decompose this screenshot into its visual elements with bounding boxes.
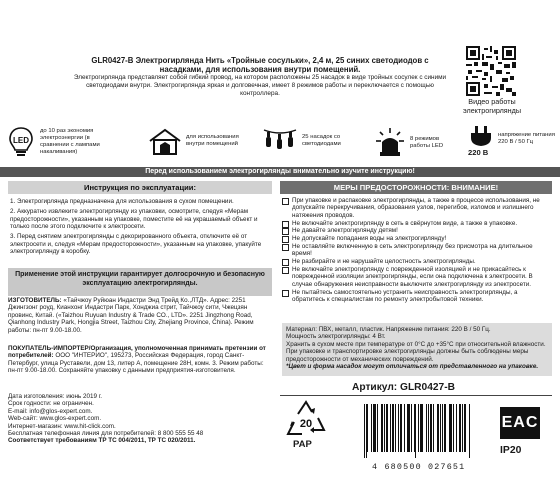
precaution-item: Не оставляйте включенную в сеть электрогирлянду без присмотра на длительное время! bbox=[282, 243, 546, 258]
shop-text[interactable]: Интернет-магазин: www.hit-click.com. bbox=[8, 422, 116, 430]
precaution-item: Не давайте электрогирлянду детям! bbox=[282, 227, 546, 234]
barcode-bar bbox=[469, 404, 470, 458]
eac-mark: EAC bbox=[500, 407, 540, 439]
manufacturer-text: «Тайчжоу Руйюан Индастри Энд Трейд Ко.,ЛТД». Адрес: 2251 Джингзонг роуд, Кианхонг Индастри Парк, Хонджиа стрит, Тайчжоу сити, Чжецзян провинс, Китай. («Taizhou Ruyuan Industry & Trade CO., LTD». 2251 Jingzhong Road, Qianhong Industry Park, Hongjia Street, Taizhou City, Zhejiang Province, China). Режим работы: пн-пт 9.00-18.00. bbox=[8, 297, 254, 334]
feature-modes-label: 8 режимов работы LED bbox=[410, 136, 444, 150]
barcode-bar bbox=[409, 404, 410, 452]
email-text[interactable]: E-mail: info@glos-expert.com. bbox=[8, 407, 93, 415]
precaution-item: Не допускайте попадания воды на электрогирлянду! bbox=[282, 235, 546, 242]
barcode-bar bbox=[428, 404, 429, 452]
barcode-bar bbox=[375, 404, 376, 452]
barcode-bar bbox=[422, 404, 423, 452]
barcode-bar bbox=[364, 404, 365, 458]
standards-text: Соответствует требованиям ТР ТС 004/2011, ТР ТС 020/2011. bbox=[8, 437, 196, 445]
importer-label: ПОКУПАТЕЛЬ-ИМПОРТЕР/Организация, уполномоченная принимать претензии от потребителей: bbox=[8, 345, 266, 360]
website-text[interactable]: Web-сайт: www.glos-expert.com. bbox=[8, 415, 102, 423]
warning-banner: Перед использованием электрогирлянды внимательно изучите инструкцию! bbox=[0, 167, 560, 177]
precautions-list bbox=[282, 197, 546, 304]
feature-indoor-label: для использования внутри помещений bbox=[186, 134, 239, 148]
barcode-bar bbox=[415, 404, 416, 458]
precaution-item: Не включайте электрогирлянду в сеть в свёрнутом виде, а также в упаковке. bbox=[282, 220, 546, 227]
ip-rating: IP20 bbox=[500, 445, 522, 456]
barcode-bar bbox=[395, 404, 396, 452]
instruction-item: 1. Электрогирлянда предназначена для использования в сухом помещении. bbox=[10, 198, 234, 205]
precaution-item: Не включайте электрогирлянду с поврежденной изоляцией и не прикасайтесь к поврежденной изоляции электрогирлянды, если она подключена к электросети. В случае обнаружения неисправности выключите электрогирлянду из электросети. bbox=[282, 266, 546, 288]
barcode-bar bbox=[367, 404, 368, 452]
qr-code-icon[interactable] bbox=[466, 46, 516, 96]
feature-nozzles-label: 25 насадок со светодиодами bbox=[302, 134, 341, 148]
power-line: Мощность электрогирлянды: 4 Вт. bbox=[286, 333, 386, 341]
checkbox-icon bbox=[282, 290, 289, 297]
article-number: Артикул: GLR0427-В bbox=[352, 382, 455, 393]
barcode-bar bbox=[401, 404, 402, 452]
barcode-bar bbox=[451, 404, 452, 452]
manufacturer-label: ИЗГОТОВИТЕЛЬ: bbox=[8, 297, 62, 304]
power-plug-icon bbox=[468, 126, 494, 148]
barcode-digits: 4 680500 027651 bbox=[372, 462, 466, 472]
barcode-bar bbox=[440, 404, 441, 452]
barcode-bar bbox=[433, 404, 434, 452]
barcode-bar bbox=[387, 404, 388, 452]
precaution-item: При упаковке и распаковке электрогирлянды, а также в процессе использования, не допускайте перекручивания, образования узлов, перегибов, изломов и излишнего натяжения проводов. bbox=[282, 197, 546, 219]
product-description: Электрогирлянда представляет собой гибкий провод, на котором расположены 25 насадок в виде тройных сосулек с синими светодиодами внутри. Электрогирлянда яркая и долговечная, имеет 8 режимов работы и переключается с помощью контроллера. bbox=[73, 74, 447, 97]
header-block bbox=[70, 56, 450, 98]
product-title: GLR0427-В Электрогирлянда Нить «Тройные сосульки», 2,4 м, 25 синих светодиодов с насадками, для использования внутри помещений. bbox=[91, 56, 429, 74]
feature-voltage-big: 220 В bbox=[468, 148, 489, 157]
instructions-heading: Инструкция по эксплуатации: bbox=[8, 181, 272, 194]
divider bbox=[280, 395, 552, 396]
recycle-code: PAP bbox=[293, 439, 312, 450]
checkbox-icon bbox=[282, 244, 289, 251]
led-string-icon bbox=[262, 126, 298, 156]
feature-voltage-label: напряжение питания 220 В / 50 Гц bbox=[498, 132, 555, 146]
barcode-bar bbox=[418, 404, 419, 452]
checkbox-icon bbox=[282, 267, 289, 274]
barcode-bar bbox=[384, 404, 385, 452]
barcode bbox=[350, 404, 480, 462]
barcode-bar bbox=[462, 404, 463, 452]
barcode-bar bbox=[456, 404, 457, 452]
recycle-icon bbox=[284, 400, 328, 440]
barcode-bar bbox=[453, 404, 454, 452]
barcode-bar bbox=[382, 404, 383, 452]
barcode-bar bbox=[442, 404, 443, 452]
storage-line: Хранить в сухом месте при температуре от 0°С до +35°С при относительной влажности. bbox=[286, 340, 546, 348]
precaution-item: Не разбирайте и не нарушайте целостность электрогирлянды. bbox=[282, 258, 546, 265]
instructions-list bbox=[10, 198, 272, 258]
color-note: *Цвет и форма насадок могут отличаться от представленного на упаковке. bbox=[286, 363, 539, 371]
phone-text: Бесплатная телефонная линия для потребителей: 8 800 555 55 48 bbox=[8, 430, 204, 438]
barcode-bar bbox=[411, 404, 412, 452]
instructions-note: Применение этой инструкции гарантирует долгосрочную и безопасную эксплуатацию электрогирлянды. bbox=[8, 268, 272, 296]
importer-block bbox=[8, 345, 272, 375]
transport-line: При упаковке и транспортировке электрогирлянды должны быть соблюдены меры предосторожности от механических повреждений. bbox=[286, 348, 529, 363]
precautions-heading: МЕРЫ ПРЕДОСТОРОЖНОСТИ: ВНИМАНИЕ! bbox=[280, 181, 552, 194]
barcode-bar bbox=[426, 404, 427, 452]
precaution-item: Не пытайтесь самостоятельно устранить неисправность электрогирлянды, а обратитесь к специалистам по ремонту электробытовой техники. bbox=[282, 289, 546, 304]
materials-box bbox=[282, 323, 552, 376]
feature-energy-label: до 10 раз экономия электроэнергии (в сравнении с лампами накаливания) bbox=[40, 128, 100, 156]
barcode-bar bbox=[404, 404, 405, 452]
led-bulb-icon bbox=[8, 126, 34, 158]
barcode-bar bbox=[371, 404, 372, 452]
modes-controller-icon bbox=[374, 126, 406, 158]
svg-text:LED: LED bbox=[13, 136, 29, 145]
barcode-bar bbox=[465, 404, 466, 452]
barcode-bar bbox=[460, 404, 461, 452]
checkbox-icon bbox=[282, 198, 289, 205]
manufacturer-block bbox=[8, 297, 272, 334]
indoor-house-icon bbox=[148, 128, 182, 156]
features-row bbox=[0, 124, 560, 164]
barcode-bar bbox=[393, 404, 394, 452]
barcode-bar bbox=[445, 404, 446, 452]
materials-line: Материал: ПВХ, металл, пластик. Напряжение питания: 220 В / 50 Гц. bbox=[286, 326, 491, 333]
production-date: Дата изготовления: июнь 2019 г. bbox=[8, 393, 102, 400]
barcode-bar bbox=[398, 404, 399, 452]
recycle-number: 20 bbox=[299, 418, 313, 430]
barcode-bar bbox=[377, 404, 378, 452]
contacts-block bbox=[8, 393, 276, 445]
instruction-item: 2. Аккуратно извлеките электрогирлянду из упаковки, осмотрите, следуя «Мерам предосторожности», указанным на упаковке, поместите её на украшаемый объект и только после этого подключите к электросети. bbox=[10, 208, 258, 231]
shelf-life: Срок годности: не ограничен. bbox=[8, 400, 94, 408]
instruction-item: 3. Перед снятием электрогирлянды с декорированного объекта, отключите её от электросети и, следуя «Мерам предосторожности», указанным на упаковке, упакуйте электрогирлянду в коробку. bbox=[10, 233, 262, 256]
importer-text: ООО "ИНТЕРИО", 195273, Российская Федерация, город Санкт-Петербург, улица Руставели, дом 13, литер А, помещение 28Н, комн. 3. Режим работы: пн-пт 9.00-18.00. Сохраняйте упаковку с данными предприятия-изготовителя. bbox=[8, 352, 264, 375]
barcode-bar bbox=[431, 404, 432, 452]
barcode-bar bbox=[438, 404, 439, 452]
qr-caption: Видео работы электрогирлянды bbox=[462, 97, 521, 115]
